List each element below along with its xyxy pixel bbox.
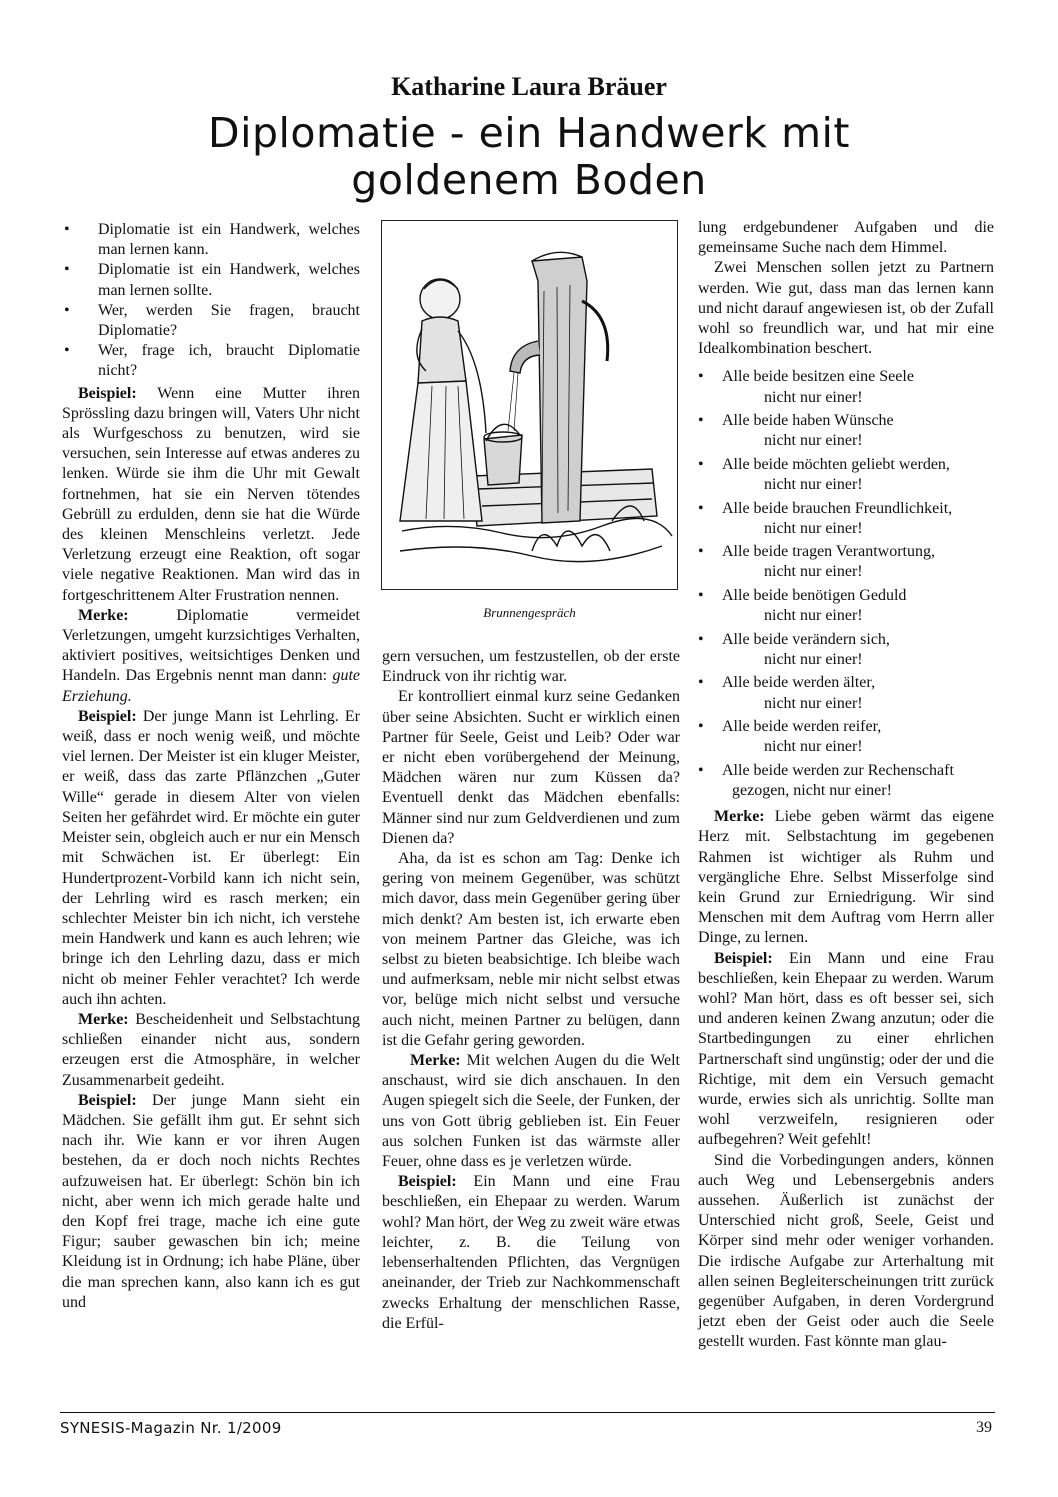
- bullet-icon: •: [698, 761, 704, 779]
- list-item: • Alle beide möchten geliebt werden, nicht nur einer!: [698, 455, 950, 494]
- title-line-1: Diplomatie - ein Handwerk mit: [208, 109, 850, 157]
- woodcut-illustration: [382, 221, 678, 590]
- intro-bullet-list: [62, 220, 360, 382]
- list-item: • Alle beide werden zur Rechenschaft gezogen, nicht nur einer!: [698, 761, 954, 799]
- list-item: • Alle beide werden reifer, nicht nur einer!: [698, 718, 882, 756]
- list-item: • Alle beide verändern sich, nicht nur einer!: [698, 630, 890, 668]
- paragraph: Aha, da ist es schon am Tag: Denke ich gering von meinem Gegenüber, was schützt mich davor, dass mein Gegenüber gering über mich denkt? Am besten ist, ich erwarte eben von meinem Partner das Gleiche, was ich selbst zu bieten beabsichtige. Ich bleibe wach und aufmerksam, neble mir nicht selbst etwas vor, belüge mich nicht selbst und versuche auch nicht, meinen Partner zu belügen, dann ist die Gefahr gering geworden.: [382, 850, 680, 1049]
- alle-beide-list: [698, 367, 994, 801]
- bullet-icon: •: [64, 261, 70, 279]
- paragraph: Er kontrolliert einmal kurz seine Gedanken über seine Absichten. Sucht er wirklich einen Partner für Seele, Geist und Leib? Oder war er nicht eben vorübergehend der Meinung, Mädchen wären nur zum Küssen da? Eventuell denkt das Mädchen ebenfalls: Männer sind nur zum Geldverdienen und zum Dienen da?: [382, 688, 680, 847]
- paragraph: Merke: Diplomatie vermeidet Verletzungen, umgeht kurzsichtiges Verhalten, aktiviert positives, weitsichtiges Denken und Handeln. Das Ergebnis nennt man dann: gute Erziehung.: [62, 606, 360, 705]
- bullet-icon: •: [64, 221, 70, 238]
- list-item: • Wer, frage ich, braucht Diplomatie nicht?: [64, 342, 360, 380]
- author-name: Katharine Laura Bräuer: [391, 72, 667, 101]
- title-line-2: goldenem Boden: [351, 156, 707, 204]
- paragraph: Zwei Menschen sollen jetzt zu Partnern werden. Wie gut, dass man das lernen kann und nicht darauf angewiesen ist, ob der Zufall wohl so freundlich war, und hat mir eine Idealkombination beschert.: [698, 259, 994, 358]
- illustration-well-conversation: [381, 220, 678, 590]
- figure-caption: Brunnengespräch: [483, 605, 576, 620]
- magazine-issue: SYNESIS-Magazin Nr. 1/2009: [60, 1419, 282, 1437]
- list-item: • Alle beide werden älter, nicht nur einer!: [698, 674, 876, 712]
- bullet-icon: •: [698, 368, 704, 386]
- bullet-icon: •: [64, 301, 70, 319]
- paragraph: gern versuchen, um festzustellen, ob der erste Eindruck von ihr richtig war.: [382, 648, 680, 686]
- paragraph: Merke: Mit welchen Augen du die Welt anschaust, wird sie dich anschauen. In den Augen spiegelt sich die Seele, der Funken, der uns von Gott übrig geblieben ist. Ein Feuer aus solchen Funken ist das wärmste aller Feuer, ohne dass es je verletzen würde.: [382, 1052, 680, 1171]
- list-item: • Alle beide tragen Verantwortung, nicht nur einer!: [698, 543, 935, 581]
- bullet-icon: •: [698, 586, 704, 604]
- bullet-icon: •: [698, 718, 704, 736]
- bullet-icon: •: [698, 499, 704, 517]
- bullet-icon: •: [698, 455, 704, 473]
- list-item: • Diplomatie ist ein Handwerk, welches man lernen sollte.: [64, 261, 360, 299]
- list-item: • Alle beide besitzen eine Seele nicht nur einer!: [698, 368, 914, 406]
- paragraph: lung erdgebundener Aufgaben und die gemeinsame Suche nach dem Himmel.: [698, 219, 994, 257]
- paragraph: Beispiel: Der junge Mann sieht ein Mädchen. Sie gefällt ihm gut. Er sehnt sich nach ihr. Wie kann er vor ihren Augen bestehen, da er doch noch nichts Rechtes aufzuweisen hat. Er überlegt: Schön bin ich nicht, aber wenn ich mich gerade halte und den Kopf frei trage, mache ich eine gute Figur; sauber gewaschen bin ich; meine Kleidung ist in Ordnung; ich habe Pläne, über die man sprechen kann, also kann ich es gut und: [62, 1091, 360, 1311]
- list-item: • Alle beide haben Wünsche nicht nur einer!: [698, 412, 894, 450]
- paragraph: Beispiel: Wenn eine Mutter ihren Sprössling dazu bringen will, Vaters Uhr nicht als Wurfgeschoss zu benutzen, wird sie versuchen, sein Interesse auf etwas anderes zu lenken. Würde sie ihm die Uhr mit Gewalt fortnehmen, hat sie ein Nerven tötendes Gebrüll zu erdulden, denn sie hat die Würde des kleinen Menschleins verletzt. Jede Verletzung erzeugt eine Reaktion, oft sogar viele negative Reaktionen. Man wird das in fortgeschrittenem Alter Frustration nennen.: [62, 384, 360, 604]
- page-number: 39: [976, 1419, 992, 1436]
- paragraph: Sind die Vorbedingungen anders, können auch Weg und Lebensergebnis anders aussehen. Äußerlich ist zunächst der Unterschied nicht groß, Seele, Geist und Körper sind mehr oder weniger vorhanden. Die irdische Aufgabe zur Arterhaltung mit allen seinen Begleiterscheinungen tritt zurück gegenüber Aufgaben, in deren Vordergrund jetzt eben der Geist oder auch die Seele gestellt wurden. Fast könnte man glau-: [698, 1151, 994, 1351]
- column-2: [382, 647, 680, 1334]
- list-item: • Alle beide benötigen Geduld nicht nur einer!: [698, 586, 907, 625]
- article-title: [0, 110, 1058, 204]
- bullet-icon: •: [698, 630, 704, 648]
- paragraph: Beispiel: Ein Mann und eine Frau beschließen, kein Ehepaar zu werden. Warum wohl? Man hört, dass es oft besser sei, sich und anderen keinen Zwang anzutun; oder die Startbedingungen zu einer ehrlichen Partnerschaft sind ungünstig; oder der und die Richtige, mit dem ein Versuch gemacht wurde, erwies sich als unrichtig. Sollte man wohl verzweifeln, resignieren oder aufbegehren? Weit gefehlt!: [698, 949, 994, 1149]
- bullet-icon: •: [698, 543, 704, 561]
- bullet-icon: •: [64, 342, 70, 360]
- list-item: • Wer, werden Sie fragen, braucht Diplomatie?: [64, 301, 360, 340]
- column-1: [62, 220, 360, 1313]
- paragraph: Beispiel: Der junge Mann ist Lehrling. Er weiß, dass er noch wenig weiß, und möchte viel lernen. Der Meister ist ein kluger Meister, er weiß, dass das zarte Pflänzchen „Guter Wille“ gerade in diesem Alter von vielen Seiten her gefährdet wird. Er möchte ein guter Meister sein, obgleich auch er nur ein Mensch mit Schwächen ist. Er überlegt: Ein Hundertprozent-Vorbild kann ich nicht sein, der Lehrling wird es rasch merken; ein schlechter Meister bin ich nicht, ich verstehe mein Handwerk und kann es auch lehren; wie bringe ich den Lehrling dazu, dass er mich nicht ob meiner Fehler verachtet? Ich werde auch ihn achten.: [62, 707, 360, 1008]
- paragraph: Merke: Liebe geben wärmt das eigene Herz mit. Selbstachtung im gegebenen Rahmen ist wichtiger als Ruhm und vergängliche Ehre. Selbst Misserfolge sind kein Grund zur Erniedrigung. Wir sind Menschen mit dem Auftrag vom Herrn aller Dinge, zu lernen.: [698, 808, 994, 947]
- list-item: • Alle beide brauchen Freundlichkeit, nicht nur einer!: [698, 499, 953, 537]
- bullet-icon: •: [698, 674, 704, 692]
- paragraph: Merke: Bescheidenheit und Selbstachtung schließen einander nicht aus, sondern erzeugen erst die Atmosphäre, in welcher Zusammenarbeit gedeiht.: [62, 1010, 360, 1089]
- column-3: [698, 218, 994, 1353]
- bullet-icon: •: [698, 412, 704, 430]
- list-item: • Diplomatie ist ein Handwerk, welches man lernen kann.: [64, 221, 360, 259]
- footer-rule: [60, 1412, 995, 1413]
- paragraph: Beispiel: Ein Mann und eine Frau beschließen, ein Ehepaar zu werden. Warum wohl? Man hört, der Weg zu zweit wäre etwas leichter, z. B. die Teilung von lebenserhaltenden Pflichten, das Vergnügen aneinander, der Trieb zur Nachkommenschaft zwecks Erhaltung der menschlichen Rasse, die Erfül-: [382, 1173, 680, 1332]
